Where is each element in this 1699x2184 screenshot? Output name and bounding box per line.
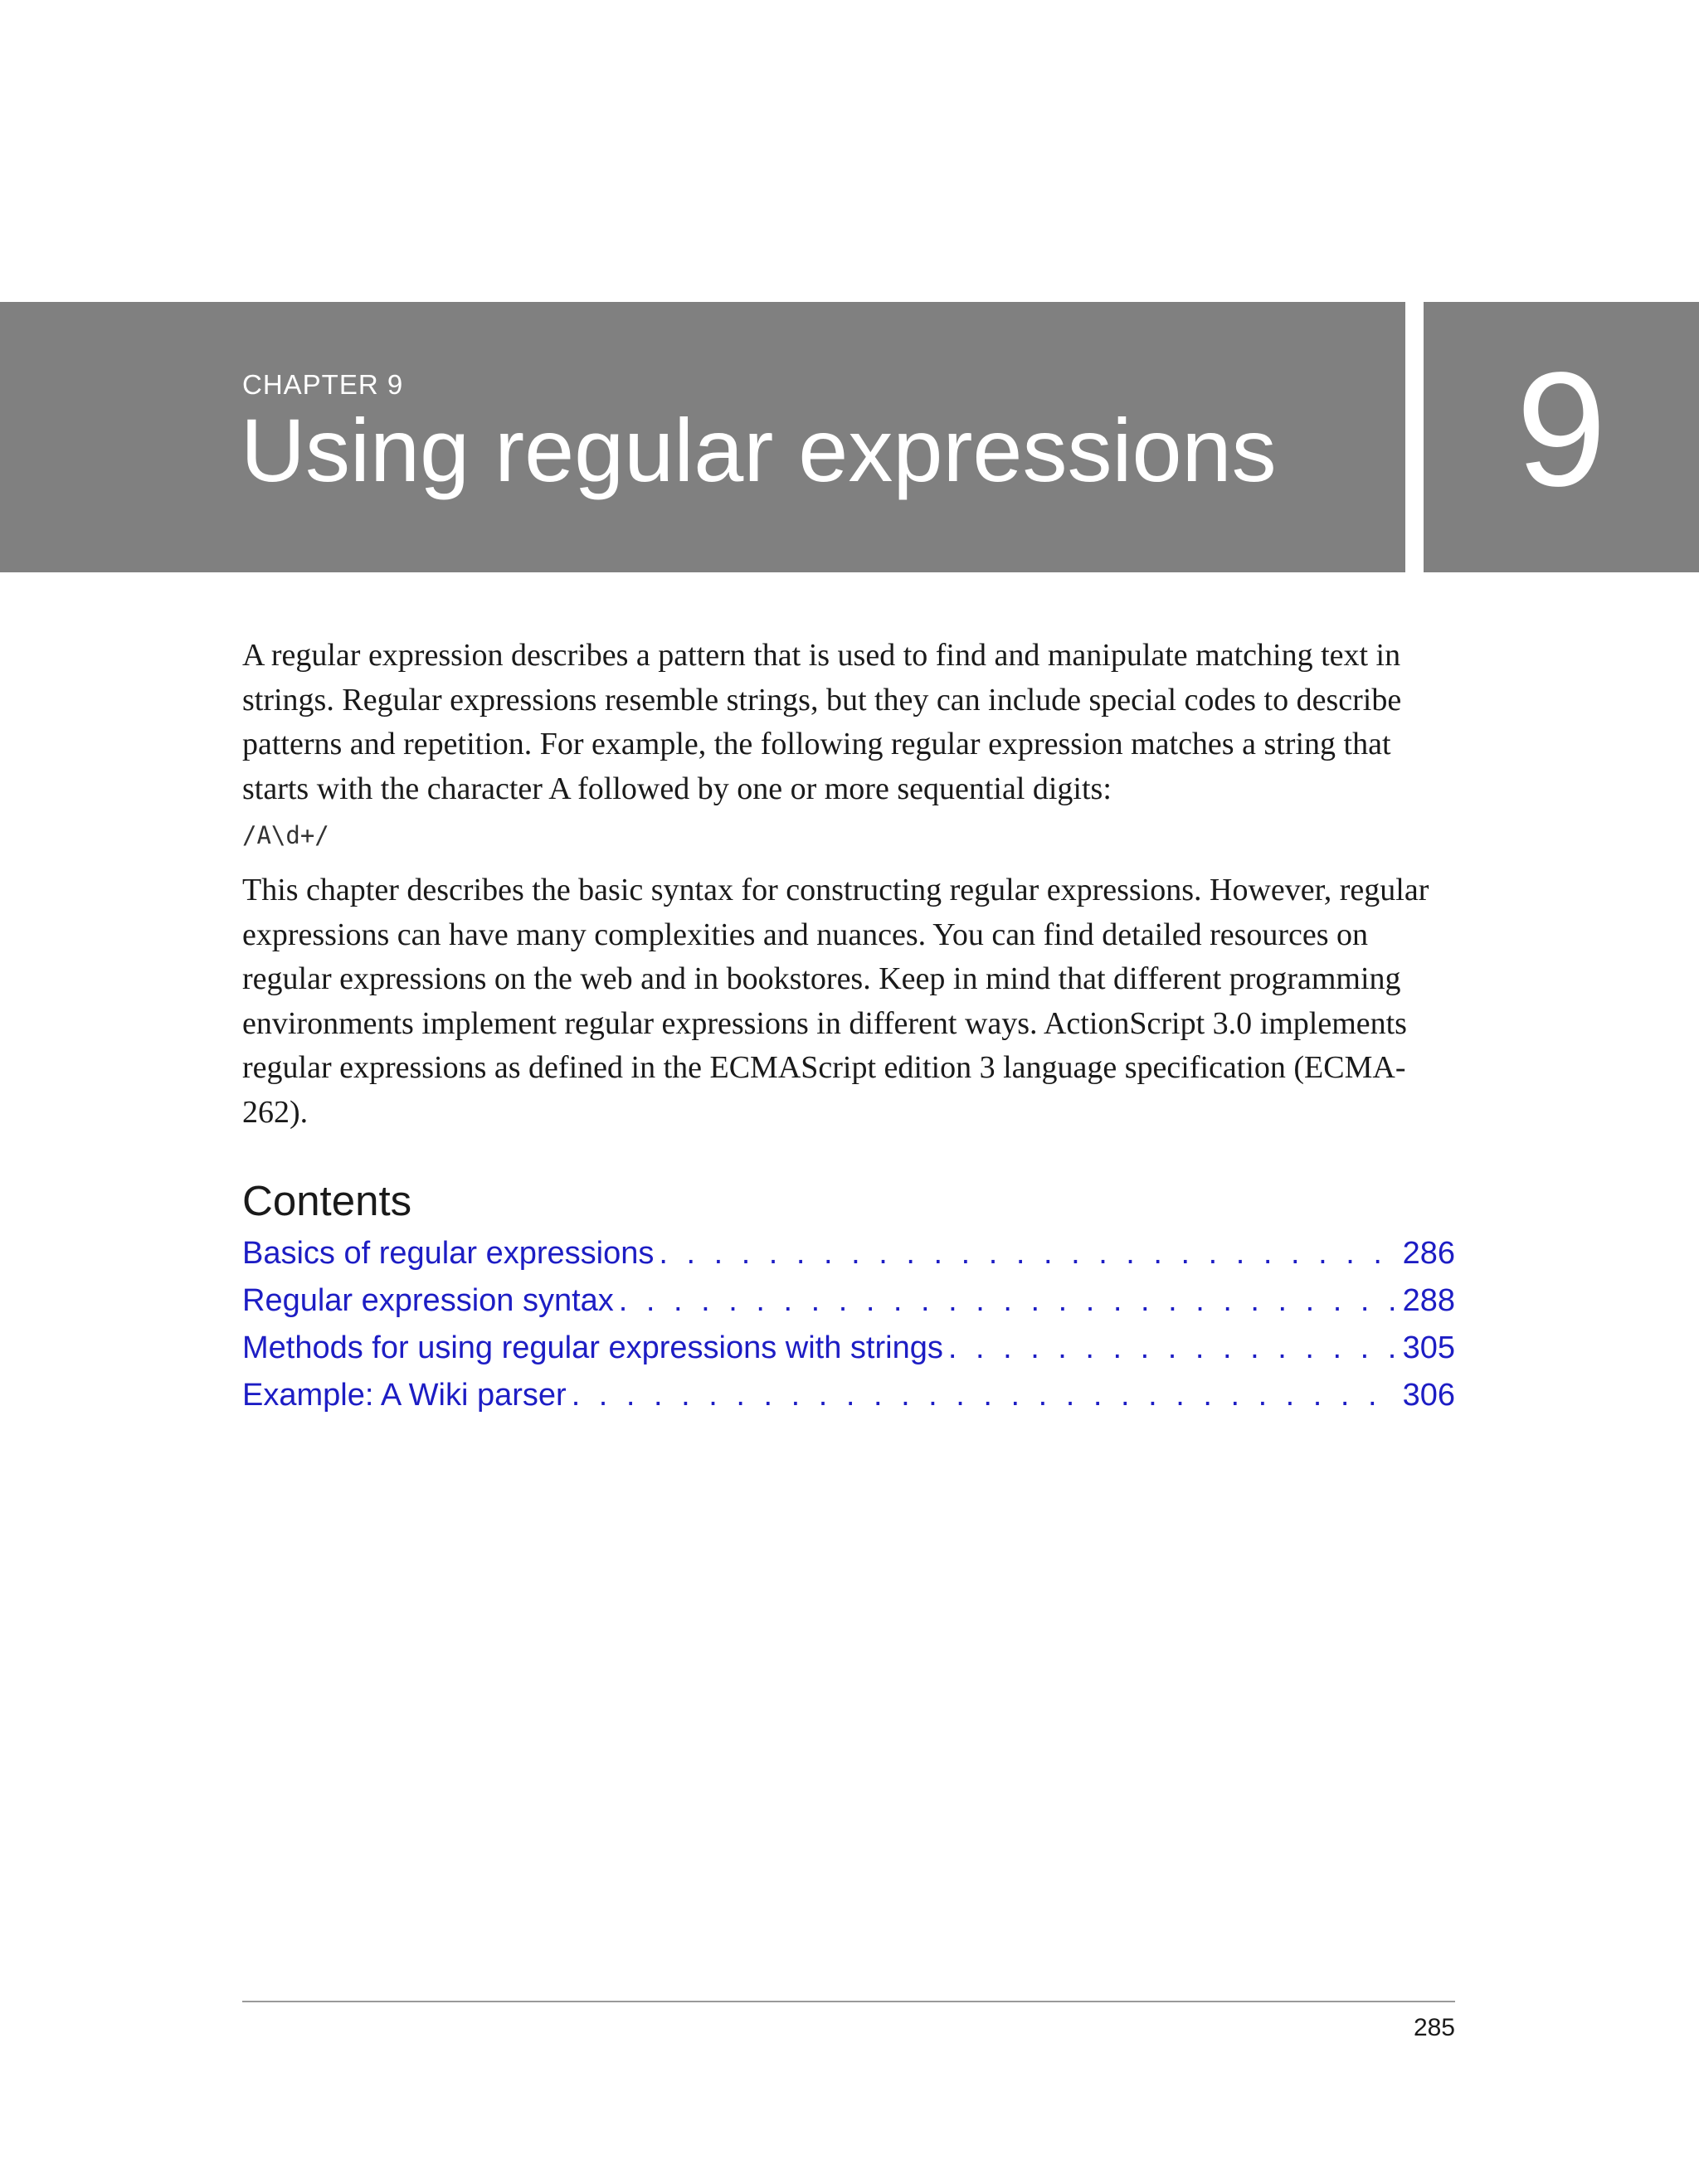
overview-paragraph: This chapter describes the basic syntax for constructing regular expressions. However, regular expressions can have many complexities and nuances. You can find detailed resources on regular expressions on the web and in bookstores. Keep in mind that different programming environments implement regular expressions in different ways. ActionScript 3.0 implements regular expressions as defined in the ECMAScript edition 3 language specification (ECMA-262).	[242, 873, 1429, 1130]
contents-heading: Contents	[242, 1177, 412, 1224]
page-number: 285	[1413, 2014, 1455, 2041]
toc-entry-page: 286	[1402, 1236, 1455, 1271]
toc-dot-leader	[659, 1236, 1397, 1272]
toc-entry-methods[interactable]	[242, 1330, 1455, 1378]
toc-entry-page: 288	[1402, 1283, 1455, 1318]
footer-divider	[242, 2001, 1455, 2002]
table-of-contents	[242, 1236, 1455, 1425]
chapter-number: 9	[1516, 338, 1607, 520]
toc-entry-page: 306	[1402, 1378, 1455, 1413]
toc-entry-title: Methods for using regular expressions with strings	[242, 1330, 943, 1365]
intro-paragraph: A regular expression describes a pattern that is used to find and manipulate matching text in strings. Regular expressions resemble strings, but they can include special codes to describe patterns and repetition. For example, the following regular expression matches a string that starts with the character A followed by one or more sequential digits:	[242, 638, 1402, 806]
toc-entry-wiki-parser[interactable]	[242, 1378, 1455, 1425]
toc-entry-page: 305	[1402, 1330, 1455, 1365]
chapter-title: Using regular expressions	[241, 400, 1277, 500]
toc-entry-title: Basics of regular expressions	[242, 1236, 655, 1271]
toc-dot-leader	[619, 1283, 1398, 1319]
toc-entry-title: Example: A Wiki parser	[242, 1378, 567, 1413]
toc-entry-syntax[interactable]	[242, 1283, 1455, 1330]
code-example: /A\d+/	[242, 821, 329, 849]
toc-dot-leader	[572, 1378, 1398, 1413]
toc-entry-basics[interactable]	[242, 1236, 1455, 1283]
toc-dot-leader	[948, 1330, 1398, 1366]
toc-entry-title: Regular expression syntax	[242, 1283, 614, 1318]
chapter-label: CHAPTER 9	[242, 369, 404, 400]
